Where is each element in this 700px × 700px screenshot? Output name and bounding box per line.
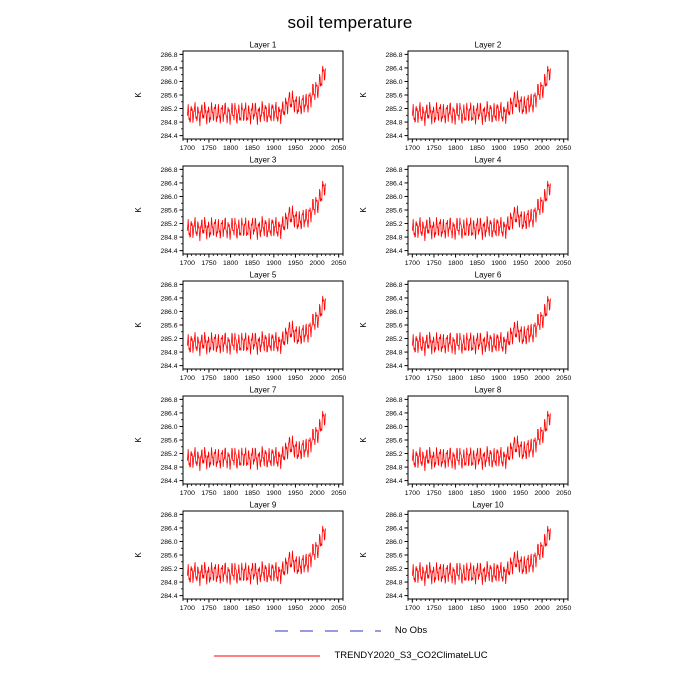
y-axis-label: K	[134, 437, 143, 443]
y-tick-label: 286.8	[160, 281, 178, 289]
y-tick-label: 286.0	[160, 538, 178, 546]
y-tick-label: 286.8	[160, 396, 178, 404]
subplot-canvas	[125, 499, 350, 611]
legend	[0, 625, 700, 661]
y-tick-label: 284.4	[385, 133, 403, 141]
y-tick-label: 286.4	[385, 525, 403, 533]
y-tick-label: 286.0	[160, 78, 178, 86]
y-tick-label: 284.8	[385, 579, 403, 587]
y-tick-label: 285.6	[160, 552, 178, 560]
x-tick-label: 1950	[512, 605, 528, 611]
y-tick-label: 286.0	[160, 308, 178, 316]
series-line	[187, 526, 325, 586]
y-tick-label: 284.8	[160, 234, 178, 242]
y-tick-label: 285.2	[385, 220, 403, 228]
y-tick-label: 285.6	[160, 92, 178, 100]
x-tick-label: 1750	[426, 375, 442, 381]
y-axis-label: K	[359, 322, 368, 328]
subplot	[125, 269, 350, 381]
subplot	[125, 154, 350, 266]
legend-item	[273, 625, 427, 636]
y-tick-label: 286.4	[160, 65, 178, 73]
y-tick-label: 285.6	[385, 437, 403, 445]
y-tick-label: 286.8	[160, 511, 178, 519]
x-tick-label: 1700	[179, 605, 195, 611]
y-tick-label: 285.6	[385, 552, 403, 560]
y-tick-label: 284.8	[385, 464, 403, 472]
y-tick-label: 284.4	[160, 478, 178, 486]
x-tick-label: 1950	[512, 490, 528, 496]
x-tick-label: 2000	[309, 490, 325, 496]
y-tick-label: 286.8	[385, 166, 403, 174]
y-tick-label: 284.8	[385, 119, 403, 127]
x-tick-label: 2000	[534, 375, 550, 381]
dashed-line-icon	[273, 626, 383, 636]
x-tick-label: 1850	[244, 490, 260, 496]
subplot-canvas	[125, 384, 350, 496]
y-tick-label: 284.8	[385, 349, 403, 357]
y-tick-label: 285.2	[160, 335, 178, 343]
x-tick-label: 2000	[309, 260, 325, 266]
x-tick-label: 1850	[469, 375, 485, 381]
subplot-canvas	[350, 384, 575, 496]
x-tick-label: 1700	[179, 490, 195, 496]
x-tick-label: 2000	[534, 490, 550, 496]
x-tick-label: 1750	[201, 145, 217, 151]
x-tick-label: 1700	[179, 145, 195, 151]
subplot-title: Layer 5	[249, 270, 277, 280]
x-tick-label: 2050	[556, 605, 572, 611]
series-line	[187, 66, 325, 126]
x-tick-label: 1800	[448, 375, 464, 381]
series-line	[187, 181, 325, 241]
x-tick-label: 1900	[491, 260, 507, 266]
series-line	[412, 66, 550, 126]
subplot	[125, 384, 350, 496]
subplot	[350, 384, 575, 496]
subplot-title: Layer 7	[249, 385, 277, 395]
x-tick-label: 1800	[223, 605, 239, 611]
series-line	[187, 411, 325, 471]
y-axis-label: K	[359, 437, 368, 443]
x-tick-label: 1950	[287, 145, 303, 151]
subplot-canvas	[125, 39, 350, 151]
x-tick-label: 1850	[469, 605, 485, 611]
y-axis-label: K	[134, 552, 143, 558]
x-tick-label: 1900	[491, 605, 507, 611]
x-tick-label: 1900	[266, 490, 282, 496]
y-tick-label: 285.2	[160, 220, 178, 228]
chart-title: soil temperature	[287, 13, 413, 32]
x-tick-label: 2050	[331, 260, 347, 266]
y-tick-label: 285.6	[385, 92, 403, 100]
x-tick-label: 1900	[491, 145, 507, 151]
x-tick-label: 1950	[512, 145, 528, 151]
y-tick-label: 286.8	[160, 166, 178, 174]
subplot	[350, 154, 575, 266]
x-tick-label: 1700	[404, 145, 420, 151]
y-tick-label: 286.4	[160, 410, 178, 418]
x-tick-label: 1800	[223, 375, 239, 381]
y-tick-label: 286.0	[385, 308, 403, 316]
x-tick-label: 2000	[534, 260, 550, 266]
y-axis-label: K	[134, 207, 143, 213]
x-tick-label: 1800	[448, 260, 464, 266]
y-tick-label: 286.4	[160, 295, 178, 303]
y-tick-label: 285.6	[160, 437, 178, 445]
x-tick-label: 1700	[404, 260, 420, 266]
subplot-canvas	[350, 269, 575, 381]
subplot	[350, 269, 575, 381]
y-tick-label: 285.2	[385, 450, 403, 458]
x-tick-label: 1750	[201, 375, 217, 381]
x-tick-label: 1900	[491, 375, 507, 381]
x-tick-label: 1700	[179, 375, 195, 381]
y-tick-label: 286.0	[160, 193, 178, 201]
x-tick-label: 1750	[426, 490, 442, 496]
y-axis-label: K	[359, 552, 368, 558]
x-tick-label: 1850	[469, 260, 485, 266]
y-tick-label: 286.8	[160, 51, 178, 59]
subplot-title: Layer 9	[249, 500, 277, 510]
subplot-grid	[125, 39, 575, 611]
x-tick-label: 1700	[404, 375, 420, 381]
x-tick-label: 2050	[331, 145, 347, 151]
y-tick-label: 286.0	[385, 193, 403, 201]
y-tick-label: 285.2	[385, 565, 403, 573]
y-tick-label: 285.6	[385, 322, 403, 330]
y-tick-label: 286.4	[385, 65, 403, 73]
y-tick-label: 284.4	[160, 593, 178, 601]
x-tick-label: 1700	[404, 605, 420, 611]
x-tick-label: 1900	[266, 145, 282, 151]
y-tick-label: 284.4	[160, 248, 178, 256]
x-tick-label: 1950	[287, 490, 303, 496]
y-tick-label: 286.4	[385, 180, 403, 188]
x-tick-label: 2050	[556, 490, 572, 496]
series-line	[412, 181, 550, 241]
y-tick-label: 286.8	[385, 511, 403, 519]
x-tick-label: 2050	[331, 490, 347, 496]
x-tick-label: 1850	[244, 375, 260, 381]
subplot-canvas	[125, 154, 350, 266]
y-tick-label: 286.0	[160, 423, 178, 431]
y-tick-label: 286.4	[385, 295, 403, 303]
y-tick-label: 285.2	[385, 105, 403, 113]
x-tick-label: 2050	[556, 145, 572, 151]
y-tick-label: 286.8	[385, 281, 403, 289]
x-tick-label: 1800	[448, 145, 464, 151]
y-axis-label: K	[359, 207, 368, 213]
x-tick-label: 1900	[266, 605, 282, 611]
y-axis-label: K	[134, 92, 143, 98]
x-tick-label: 2000	[309, 605, 325, 611]
y-tick-label: 284.8	[385, 234, 403, 242]
x-tick-label: 1950	[287, 605, 303, 611]
y-tick-label: 285.2	[160, 565, 178, 573]
y-tick-label: 286.0	[385, 538, 403, 546]
x-tick-label: 1750	[426, 260, 442, 266]
subplot-title: Layer 6	[474, 270, 502, 280]
x-tick-label: 1950	[512, 260, 528, 266]
x-tick-label: 1950	[287, 260, 303, 266]
y-tick-label: 285.6	[385, 207, 403, 215]
y-tick-label: 284.8	[160, 119, 178, 127]
x-tick-label: 1800	[223, 145, 239, 151]
x-tick-label: 2000	[534, 145, 550, 151]
x-tick-label: 1850	[469, 145, 485, 151]
x-tick-label: 1850	[244, 145, 260, 151]
y-tick-label: 285.2	[160, 105, 178, 113]
x-tick-label: 1750	[426, 145, 442, 151]
x-tick-label: 1800	[223, 490, 239, 496]
y-tick-label: 284.4	[385, 248, 403, 256]
y-tick-label: 286.4	[385, 410, 403, 418]
series-line	[187, 296, 325, 356]
x-tick-label: 1800	[448, 605, 464, 611]
subplot-title: Layer 2	[474, 40, 502, 50]
y-tick-label: 284.4	[385, 593, 403, 601]
y-tick-label: 285.2	[160, 450, 178, 458]
x-tick-label: 1700	[179, 260, 195, 266]
y-axis-label: K	[134, 322, 143, 328]
x-tick-label: 2000	[534, 605, 550, 611]
y-tick-label: 285.6	[160, 322, 178, 330]
x-tick-label: 1800	[448, 490, 464, 496]
y-tick-label: 286.4	[160, 525, 178, 533]
x-tick-label: 2000	[309, 375, 325, 381]
y-tick-label: 284.4	[160, 363, 178, 371]
y-tick-label: 286.8	[385, 396, 403, 404]
x-tick-label: 1750	[201, 490, 217, 496]
legend-item	[212, 650, 487, 661]
legend-label: No Obs	[394, 625, 428, 636]
subplot-title: Layer 3	[249, 155, 277, 165]
x-tick-label: 1750	[426, 605, 442, 611]
y-tick-label: 284.8	[160, 349, 178, 357]
x-tick-label: 1950	[512, 375, 528, 381]
subplot	[125, 499, 350, 611]
y-tick-label: 284.4	[160, 133, 178, 141]
subplot-title: Layer 8	[474, 385, 502, 395]
x-tick-label: 1700	[404, 490, 420, 496]
x-tick-label: 1750	[201, 260, 217, 266]
x-tick-label: 2050	[556, 375, 572, 381]
y-tick-label: 286.8	[385, 51, 403, 59]
subplot-canvas	[350, 154, 575, 266]
x-tick-label: 1950	[287, 375, 303, 381]
legend-label: TRENDY2020_S3_CO2ClimateLUC	[334, 650, 488, 661]
y-tick-label: 284.4	[385, 363, 403, 371]
series-line	[412, 411, 550, 471]
y-tick-label: 285.2	[385, 335, 403, 343]
subplot	[125, 39, 350, 151]
y-tick-label: 286.0	[385, 423, 403, 431]
subplot-canvas	[350, 39, 575, 151]
x-tick-label: 1850	[244, 260, 260, 266]
series-line	[412, 526, 550, 586]
y-tick-label: 284.8	[160, 464, 178, 472]
x-tick-label: 2000	[309, 145, 325, 151]
y-tick-label: 284.8	[160, 579, 178, 587]
x-tick-label: 1800	[223, 260, 239, 266]
x-tick-label: 1850	[244, 605, 260, 611]
subplot-canvas	[350, 499, 575, 611]
subplot	[350, 39, 575, 151]
x-tick-label: 1750	[201, 605, 217, 611]
x-tick-label: 1900	[266, 260, 282, 266]
solid-line-icon	[212, 651, 322, 661]
subplot-canvas	[125, 269, 350, 381]
x-tick-label: 1850	[469, 490, 485, 496]
subplot-title: Layer 10	[472, 500, 504, 510]
series-line	[412, 296, 550, 356]
subplot	[350, 499, 575, 611]
x-tick-label: 2050	[331, 375, 347, 381]
subplot-title: Layer 4	[474, 155, 502, 165]
y-axis-label: K	[359, 92, 368, 98]
y-tick-label: 285.6	[160, 207, 178, 215]
y-tick-label: 284.4	[385, 478, 403, 486]
y-tick-label: 286.0	[385, 78, 403, 86]
x-tick-label: 2050	[331, 605, 347, 611]
x-tick-label: 2050	[556, 260, 572, 266]
x-tick-label: 1900	[266, 375, 282, 381]
y-tick-label: 286.4	[160, 180, 178, 188]
subplot-title: Layer 1	[249, 40, 277, 50]
x-tick-label: 1900	[491, 490, 507, 496]
